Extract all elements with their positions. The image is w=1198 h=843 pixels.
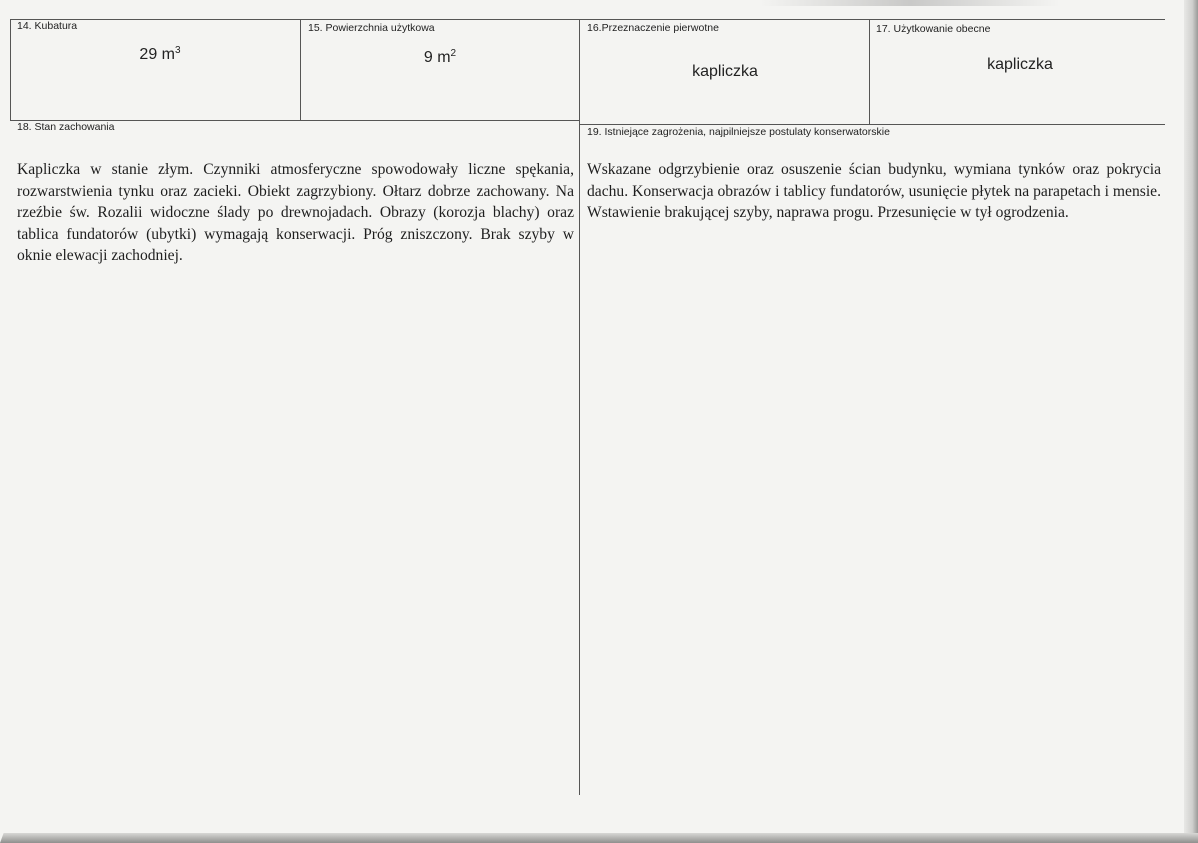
field-17-value: kapliczka xyxy=(987,56,1053,73)
field-17-label: 17. Użytkowanie obecne xyxy=(876,23,991,35)
field-15-value xyxy=(370,48,510,67)
field-18-text: Kapliczka w stanie złym. Czynniki atmosferyczne spowodowały liczne spękania, rozwarstwienia tynku oraz zacieki. Obiekt zagrzybiony. Ołtarz dobrze zachowany. Na rzeźbie św. Rozalii widoczne ślady po drewnojadach. Obrazy (korozja blachy) oraz tablica fundatorów (ubytki) wymagają konserwacji. Próg zniszczony. Brak szyby w oknie elewacji zachodniej. xyxy=(17,161,574,264)
top-rule xyxy=(10,19,1165,20)
middle-rule-right xyxy=(580,124,1165,125)
field-16-label: 16.Przeznaczenie pierwotne xyxy=(587,22,719,34)
scan-edge-right xyxy=(1184,0,1198,843)
left-border xyxy=(10,19,11,121)
scan-smudge xyxy=(760,0,1060,6)
field-14-number: 29 m xyxy=(139,46,175,63)
field-14-exponent: 3 xyxy=(175,45,181,56)
field-18-label: 18. Stan zachowania xyxy=(17,121,115,133)
field-15-exponent: 2 xyxy=(450,48,457,59)
divider-16-17 xyxy=(869,19,870,125)
field-14-label: 14. Kubatura xyxy=(17,20,78,32)
field-19-text: Wskazane odgrzybienie oraz osuszenie ścian budynku, wymiana tynków oraz pokrycia dachu. Konserwacja obrazów i tablicy fundatorów, usunięcie płytek na parapetach i mensie. Wstawienie brakującej szyby, naprawa progu. Przesunięcie w tył ogrodzenia. xyxy=(587,161,1161,221)
divider-14-15 xyxy=(300,19,301,121)
field-15-label: 15. Powierzchnia użytkowa xyxy=(308,22,435,34)
scan-edge-bottom xyxy=(0,833,1198,843)
field-14-value xyxy=(90,45,230,64)
field-19-label: 19. Istniejące zagrożenia, najpilniejsze postulaty konserwatorskie xyxy=(587,126,890,138)
center-divider xyxy=(579,19,580,795)
field-16-value: kapliczka xyxy=(692,63,758,80)
field-15-number: 9 m xyxy=(423,49,451,66)
